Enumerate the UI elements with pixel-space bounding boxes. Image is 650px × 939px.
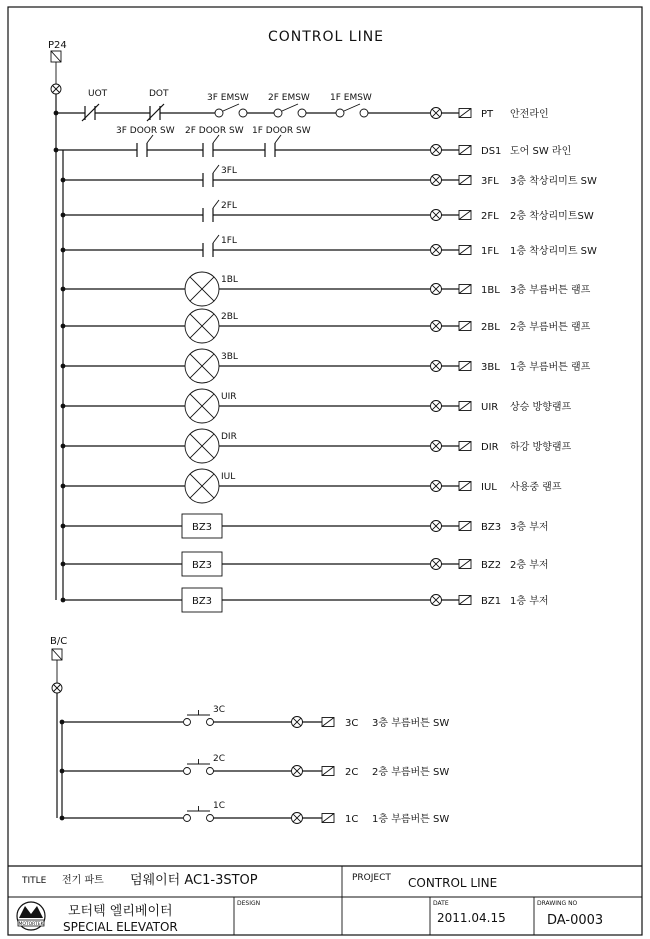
coil-terminal-icon [459,322,471,331]
rung-terminal [430,594,549,607]
coil-terminal-icon [459,402,471,411]
lamp-icon [185,349,219,383]
rung-safety-line [54,89,430,121]
rung-description: 1층 부저 [510,596,549,607]
rung-bz1 [61,588,430,612]
drawing-no-value: DA-0003 [547,913,604,928]
rung-terminal [430,244,597,257]
rung-description: 1층 부름버튼 램프 [510,362,591,373]
rung-3fl [61,165,430,187]
rung-description: 1층 부름버튼 SW [372,814,450,825]
lamp-label: DIR [221,432,237,442]
rung-description: 3층 착상리미트 SW [510,176,597,187]
bc-lamp-icon [52,683,62,693]
rung-terminal [430,209,594,222]
fuse-icon [51,51,61,62]
rung-description: 2층 부름버튼 램프 [510,322,591,333]
push-button-label: 2C [213,754,226,764]
rung-2fl [61,200,430,222]
indicator-lamp-icon [431,108,442,119]
rung-terminal [430,480,562,493]
rung-code: DS1 [481,146,502,157]
rung-description: 2층 부저 [510,560,549,571]
rung-terminal [430,144,571,157]
uot-contact [82,89,108,121]
rung-description: 1층 착상리미트 SW [510,246,597,257]
emsw-2f [268,93,310,117]
lamp-label: 2BL [221,312,238,322]
rung-iul [61,469,430,503]
rung-code: 3FL [481,176,499,187]
indicator-lamp-icon [292,717,303,728]
title-label: TITLE [22,876,47,886]
coil-terminal-icon [322,718,334,727]
title-sub: 전기 파트 [62,875,104,886]
indicator-lamp-icon [431,210,442,221]
rung-code: 2BL [481,322,500,333]
coil-terminal-icon [459,362,471,371]
switch-label: 2FL [221,201,237,211]
rung-description: 하강 방향램프 [510,442,572,453]
coil-terminal-icon [459,246,471,255]
emsw-2f-label: 2F EMSW [268,93,310,103]
title-value: 덤웨이터 AC1-3STOP [130,873,258,888]
rung-code: UIR [481,402,499,413]
supply-label-p24: P24 [48,40,67,51]
drawing-no-label: DRAWING NO [537,900,578,907]
door-sw-3f [116,126,175,157]
coil-terminal-icon [459,211,471,220]
landing-limit-switch [203,165,237,187]
coil-terminal-icon [459,109,471,118]
rung-code: PT [481,109,494,120]
buzzer-label: BZ3 [191,560,213,571]
rung-code: 2FL [481,211,499,222]
coil-terminal-icon [322,767,334,776]
door-sw-1f-label: 1F DOOR SW [252,126,311,136]
coil-terminal-icon [459,560,471,569]
coil-terminal-icon [459,176,471,185]
emsw-1f-label: 1F EMSW [330,93,372,103]
rung-terminal [430,558,549,571]
rung-call-1c [60,801,450,825]
buzzer-label: BZ3 [191,522,213,533]
coil-terminal-icon [459,442,471,451]
ladder-rungs [61,165,430,612]
rung-code: BZ2 [481,560,502,571]
buzzer-label: BZ3 [191,596,213,607]
rung-dir [61,429,430,463]
rung-code: BZ1 [481,596,502,607]
rung-labels [430,107,597,607]
rung-terminal [430,283,591,296]
indicator-lamp-icon [431,361,442,372]
lamp-label: 1BL [221,275,238,285]
diagram-title: CONTROL LINE [267,29,385,45]
indicator-lamp-icon [431,559,442,570]
push-button-label: 1C [213,801,226,811]
coil-terminal-icon [459,285,471,294]
door-sw-1f [252,126,311,157]
logo-text: MOTORTEK [18,922,44,927]
indicator-lamp-icon [431,481,442,492]
indicator-lamp-icon [431,595,442,606]
rung-terminal [430,520,549,533]
coil-terminal-icon [459,522,471,531]
rung-description: 2층 부름버튼 SW [372,767,450,778]
door-sw-2f-label: 2F DOOR SW [185,126,244,136]
supply-lamp-icon [51,84,61,94]
lamp-label: 3BL [221,352,238,362]
rung-terminal [430,440,571,453]
coil-terminal-icon [459,596,471,605]
rung-terminal [430,400,571,413]
rung-code: 1FL [481,246,499,257]
door-sw-3f-label: 3F DOOR SW [116,126,175,136]
company-logo [17,902,45,930]
project-value: CONTROL LINE [408,876,498,890]
dot-contact [147,89,169,121]
indicator-lamp-icon [292,813,303,824]
lamp-icon [185,429,219,463]
indicator-lamp-icon [431,175,442,186]
rung-description: 도어 SW 라인 [510,146,572,157]
rung-3bl [61,349,430,383]
dot-label: DOT [149,89,169,99]
rung-uir [61,389,430,423]
rung-code: 3C [345,718,359,729]
rung-bz3 [61,514,430,538]
lamp-icon [185,389,219,423]
indicator-lamp-icon [431,441,442,452]
rung-terminal [430,107,549,120]
rung-code: IUL [481,482,497,493]
rung-description: 3층 부름버튼 SW [372,718,450,729]
rung-description: 안전라인 [510,109,549,120]
rung-code: 1BL [481,285,500,296]
rung-1fl [61,235,430,257]
indicator-lamp-icon [431,321,442,332]
company-name-kr: 모터텍 엘리베이터 [68,904,173,919]
rung-description: 3층 부름버튼 램프 [510,285,591,296]
lamp-icon [185,469,219,503]
rung-call-3c [60,705,450,729]
fuse-icon [52,649,62,660]
door-sw-2f [185,126,244,157]
supply-label-bc: B/C [50,636,68,647]
rung-call-2c [60,754,450,778]
rung-door-line [54,126,430,157]
rung-description: 사용중 램프 [510,482,562,493]
date-value: 2011.04.15 [437,911,506,925]
lamp-icon [185,272,219,306]
indicator-lamp-icon [292,766,303,777]
indicator-lamp-icon [431,521,442,532]
company-name-en: SPECIAL ELEVATOR [63,920,178,934]
rung-terminal [430,174,597,187]
rung-terminal [430,320,591,333]
uot-label: UOT [88,89,108,99]
emsw-1f [330,93,372,117]
rung-code: 3BL [481,362,500,373]
coil-terminal-icon [459,482,471,491]
indicator-lamp-icon [431,245,442,256]
landing-limit-switch [203,200,237,222]
push-button-label: 3C [213,705,226,715]
rung-code: 1C [345,814,359,825]
landing-limit-switch [203,235,237,257]
rung-description: 상승 방향램프 [510,402,572,413]
rung-2bl [61,309,430,343]
rung-code: DIR [481,442,499,453]
indicator-lamp-icon [431,401,442,412]
coil-terminal-icon [459,146,471,155]
lamp-label: IUL [221,472,236,482]
coil-terminal-icon [322,814,334,823]
buzzer-icon [182,552,222,576]
emsw-3f-label: 3F EMSW [207,93,249,103]
rung-description: 2층 착상리미트SW [510,211,594,222]
lamp-label: UIR [221,392,237,402]
indicator-lamp-icon [431,284,442,295]
rung-bz2 [61,552,430,576]
title-block [8,866,642,935]
project-label: PROJECT [352,873,391,883]
buzzer-icon [182,514,222,538]
rung-1bl [61,272,430,306]
rung-terminal [430,360,591,373]
date-label: DATE [433,900,449,907]
rung-code: 2C [345,767,359,778]
indicator-lamp-icon [431,145,442,156]
switch-label: 1FL [221,236,237,246]
buzzer-icon [182,588,222,612]
rung-description: 3층 부저 [510,522,549,533]
lamp-icon [185,309,219,343]
call-button-rungs [60,705,450,825]
rung-code: BZ3 [481,522,502,533]
design-label: DESIGN [237,900,261,907]
switch-label: 3FL [221,166,237,176]
